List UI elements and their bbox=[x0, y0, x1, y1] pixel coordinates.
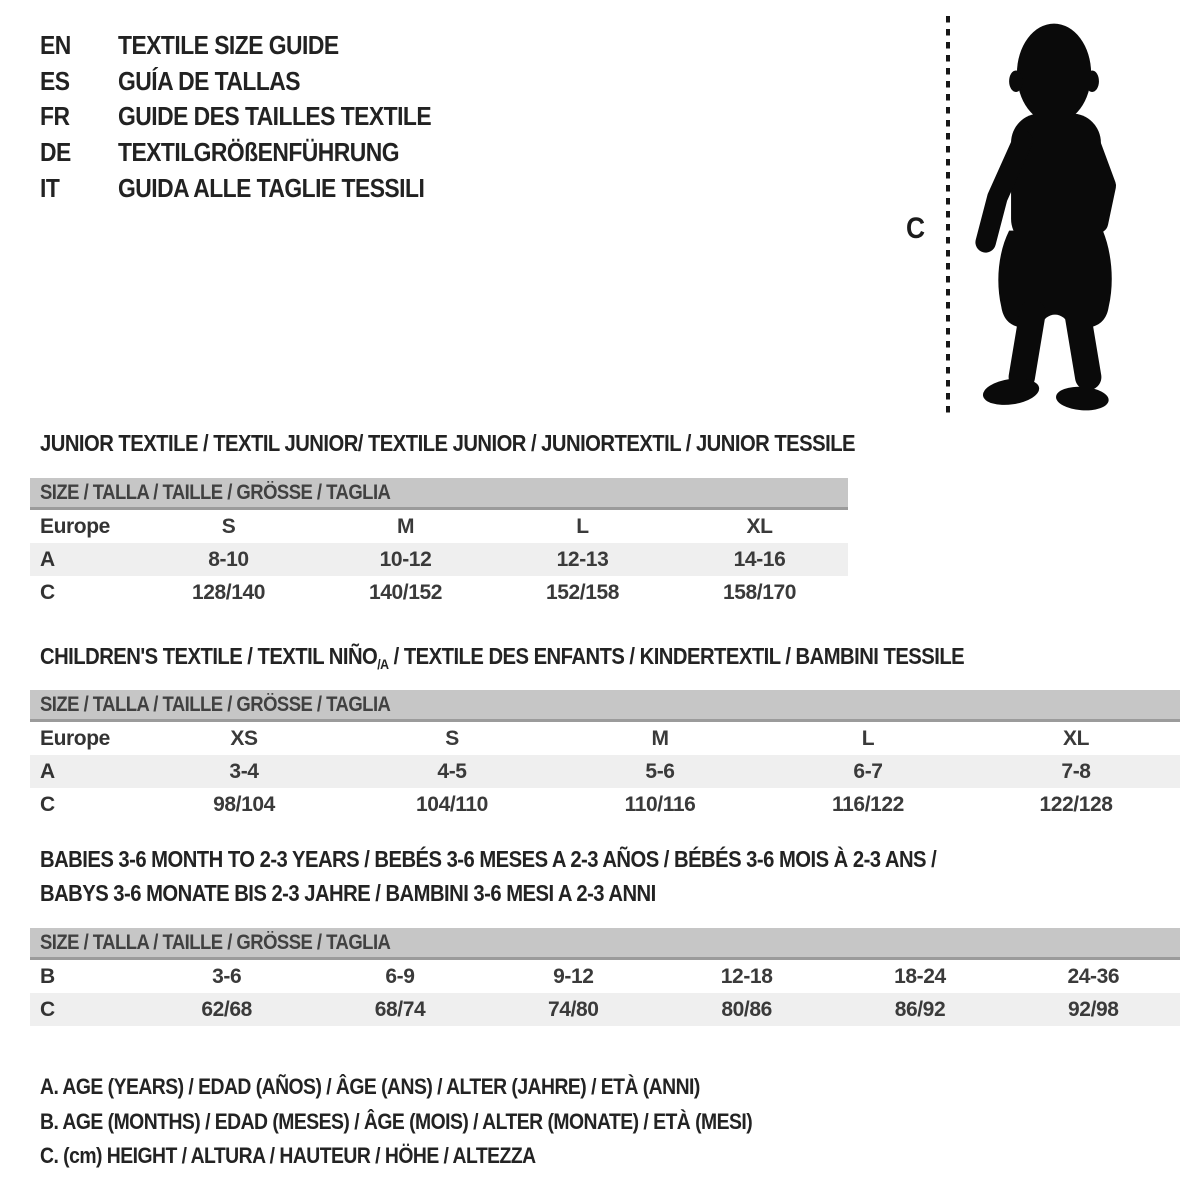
language-code: FR bbox=[40, 101, 70, 132]
baby-head bbox=[1017, 24, 1091, 124]
size-table-row bbox=[30, 543, 848, 576]
baby-right-foot bbox=[1055, 385, 1109, 412]
height-measure-label: C bbox=[906, 212, 925, 245]
guide-title-it: GUIDA ALLE TAGLIE TESSILI bbox=[118, 172, 425, 203]
guide-title-fr: GUIDE DES TAILLES TEXTILE bbox=[118, 101, 432, 132]
size-value-cell: 5-6 bbox=[645, 759, 675, 783]
language-code: ES bbox=[40, 65, 70, 96]
baby-shorts bbox=[998, 231, 1111, 328]
height-measure-dashed-line bbox=[944, 14, 952, 418]
size-value-cell: M bbox=[651, 726, 669, 750]
size-value-cell: 6-7 bbox=[853, 759, 883, 783]
size-value-cell: 128/140 bbox=[191, 580, 266, 604]
junior-section-title: JUNIOR TEXTILE / TEXTIL JUNIOR/ TEXTILE JUNIOR / JUNIORTEXTIL / JUNIOR TESSILE bbox=[40, 430, 856, 456]
size-value-cell: 8-10 bbox=[208, 547, 249, 571]
size-value-cell: 98/104 bbox=[213, 792, 275, 816]
size-value-cell: 158/170 bbox=[722, 580, 797, 604]
size-value-cell: 24-36 bbox=[1067, 964, 1120, 988]
size-value-cell: 12-13 bbox=[556, 547, 609, 571]
babies-size-table-wrap bbox=[30, 928, 1180, 1026]
language-code: IT bbox=[40, 172, 60, 203]
size-table-row bbox=[30, 993, 1180, 1026]
size-value-cell: 86/92 bbox=[894, 997, 946, 1021]
size-value-cell: 152/158 bbox=[545, 580, 620, 604]
size-value-cell: S bbox=[221, 514, 236, 538]
size-value-cell: 68/74 bbox=[374, 997, 426, 1021]
size-table-header: SIZE / TALLA / TAILLE / GRÖSSE / TAGLIA bbox=[30, 690, 1180, 722]
size-value-cell: XS bbox=[230, 726, 258, 750]
size-value-cell: 7-8 bbox=[1061, 759, 1091, 783]
size-value-cell: 104/110 bbox=[416, 792, 488, 816]
language-row-it bbox=[40, 170, 474, 206]
size-value-cell: 3-6 bbox=[212, 964, 242, 988]
children-section-title: CHILDREN'S TEXTILE / TEXTIL $NIÑO_{/A}$ / TEXTILE DES ENFANTS / KINDERTEXTIL / BAMBINI TESSILE bbox=[40, 643, 965, 672]
size-table-header: SIZE / TALLA / TAILLE / GRÖSSE / TAGLIA bbox=[30, 928, 1180, 960]
language-code: DE bbox=[40, 137, 71, 168]
size-table-row bbox=[30, 576, 848, 609]
legend-line-c: C. (cm) HEIGHT / ALTURA / HAUTEUR / HÖHE / ALTEZZA bbox=[40, 1143, 536, 1168]
size-value-cell: S bbox=[445, 726, 459, 750]
size-value-cell: XL bbox=[746, 514, 773, 538]
size-table-row bbox=[30, 755, 1180, 788]
baby-silhouette-graphic bbox=[972, 16, 1138, 414]
size-table-row bbox=[30, 788, 1180, 821]
children-size-table-wrap bbox=[30, 690, 1180, 821]
baby-right-leg bbox=[1077, 313, 1088, 377]
size-value-cell: 110/116 bbox=[624, 792, 696, 816]
row-label: C bbox=[40, 580, 55, 604]
babies-section-title-line2: BABYS 3-6 MONATE BIS 2-3 JAHRE / BAMBINI 3-6 MESI A 2-3 ANNI bbox=[40, 880, 656, 906]
size-value-cell: 62/68 bbox=[201, 997, 252, 1021]
legend-line-b: B. AGE (MONTHS) / EDAD (MESES) / ÂGE (MOIS) / ALTER (MONATE) / ETÀ (MESI) bbox=[40, 1109, 753, 1134]
size-table-row bbox=[30, 722, 1180, 755]
size-value-cell: L bbox=[861, 726, 875, 750]
size-value-cell: 10-12 bbox=[379, 547, 432, 571]
size-value-cell: 14-16 bbox=[733, 547, 786, 571]
size-value-cell: 80/86 bbox=[721, 997, 772, 1021]
language-row-en bbox=[40, 28, 474, 64]
row-label: C bbox=[40, 792, 55, 816]
language-row-de bbox=[40, 135, 474, 171]
size-value-cell: XL bbox=[1062, 726, 1090, 750]
size-value-cell: 140/152 bbox=[368, 580, 443, 604]
size-value-cell: 12-18 bbox=[720, 964, 773, 988]
size-value-cell: M bbox=[396, 514, 415, 538]
size-value-cell: 116/122 bbox=[832, 792, 904, 816]
children-size-table bbox=[30, 722, 1180, 821]
size-value-cell: 6-9 bbox=[385, 964, 415, 988]
junior-size-table-wrap bbox=[30, 478, 848, 609]
size-table-row bbox=[30, 960, 1180, 993]
language-title-block bbox=[40, 28, 474, 206]
legend-line-a: A. AGE (YEARS) / EDAD (AÑOS) / ÂGE (ANS) / ALTER (JAHRE) / ETÀ (ANNI) bbox=[40, 1074, 700, 1099]
row-label: A bbox=[40, 759, 55, 783]
junior-size-table bbox=[30, 510, 848, 609]
guide-title-en: TEXTILE SIZE GUIDE bbox=[118, 30, 339, 61]
language-row-es bbox=[40, 64, 474, 100]
size-table-header: SIZE / TALLA / TAILLE / GRÖSSE / TAGLIA bbox=[30, 478, 848, 510]
baby-left-ear bbox=[1009, 70, 1023, 91]
guide-title-es: GUÍA DE TALLAS bbox=[118, 65, 300, 96]
baby-left-leg bbox=[1022, 313, 1033, 377]
language-row-fr bbox=[40, 99, 474, 135]
size-value-cell: 9-12 bbox=[553, 964, 594, 988]
size-value-cell: 18-24 bbox=[894, 964, 946, 988]
size-value-cell: 74/80 bbox=[548, 997, 599, 1021]
size-value-cell: 3-4 bbox=[229, 759, 259, 783]
nino-a-subscript: /A bbox=[377, 656, 389, 672]
row-label: A bbox=[40, 547, 55, 571]
guide-title-de: TEXTILGRÖßENFÜHRUNG bbox=[118, 137, 400, 168]
row-label: Europe bbox=[40, 726, 110, 750]
babies-section-title-line1: BABIES 3-6 MONTH TO 2-3 YEARS / BEBÉS 3-6 MESES A 2-3 AÑOS / BÉBÉS 3-6 MOIS À 2-3 ANS / bbox=[40, 846, 937, 872]
row-label: Europe bbox=[40, 514, 110, 538]
row-label: C bbox=[40, 997, 55, 1021]
size-table-row bbox=[30, 510, 848, 543]
size-value-cell: 122/128 bbox=[1039, 792, 1113, 816]
language-code: EN bbox=[40, 30, 71, 61]
size-value-cell: 92/98 bbox=[1068, 997, 1119, 1021]
size-value-cell: 4-5 bbox=[437, 759, 467, 783]
baby-right-ear bbox=[1085, 70, 1099, 91]
babies-size-table bbox=[30, 960, 1180, 1026]
size-value-cell: L bbox=[576, 514, 589, 538]
row-label: B bbox=[40, 964, 55, 988]
